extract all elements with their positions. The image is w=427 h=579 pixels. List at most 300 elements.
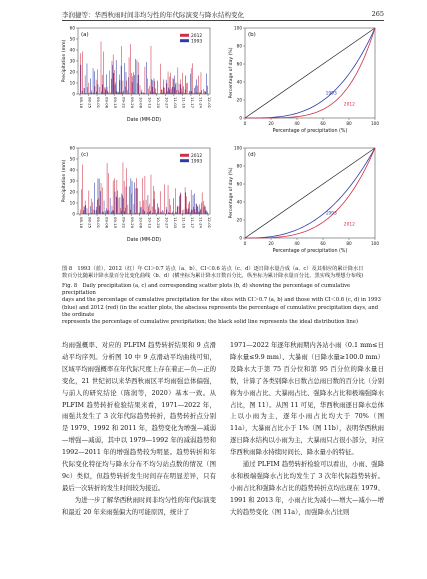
bar-1993 <box>90 78 91 94</box>
x-tick-label: 08-18 <box>79 97 84 109</box>
x-tick-label: 09-08 <box>104 97 110 109</box>
y-tick-label: 30 <box>69 178 75 184</box>
bar-2012 <box>85 200 86 214</box>
bar-1993 <box>110 198 111 214</box>
y-tick-label: 60 <box>69 145 75 151</box>
bar-1993 <box>87 208 88 214</box>
bar-2012 <box>203 201 204 214</box>
bar-1993 <box>168 212 169 214</box>
bar-2012 <box>102 187 103 214</box>
bar-2012 <box>158 207 159 214</box>
bar-1993 <box>161 89 162 94</box>
bar-1993 <box>163 79 164 94</box>
bar-1993 <box>160 212 161 214</box>
bar-2012 <box>190 92 191 94</box>
bar-2012 <box>167 210 168 214</box>
x-axis-label: Date (MM-DD) <box>126 238 162 243</box>
y-axis-label: Percentage of day (%) <box>229 47 234 99</box>
bar-2012 <box>154 191 155 214</box>
bar-2012 <box>123 81 124 94</box>
bar-1993 <box>153 213 154 214</box>
bar-1993 <box>127 90 128 94</box>
bar-2012 <box>101 183 102 214</box>
bar-1993 <box>81 65 82 94</box>
legend-swatch-2012 <box>180 34 189 37</box>
bar-2012 <box>204 91 205 94</box>
bar-2012 <box>178 67 179 94</box>
x-tick-label: 10-20 <box>155 97 161 109</box>
bar-1993 <box>98 178 99 214</box>
bar-2012 <box>132 76 133 94</box>
bar-2012 <box>145 176 146 214</box>
bar-2012 <box>102 75 103 94</box>
bar-1993 <box>167 91 168 94</box>
bar-2012 <box>198 76 199 94</box>
bar-1993 <box>144 93 145 94</box>
panel-label: (b) <box>248 32 256 38</box>
x-tick-label: 11-24 <box>198 97 204 109</box>
bar-2012 <box>173 78 174 94</box>
bar-1993 <box>149 212 150 214</box>
bar-1993 <box>134 75 135 94</box>
bar-1993 <box>118 213 119 214</box>
bar-2012 <box>176 212 177 214</box>
bar-2012 <box>107 87 108 94</box>
bar-1993 <box>104 93 105 94</box>
body-paragraph: 为进一步了解华西秋雨时间非均匀性的年代际演变和最近 20 年来雨强偏大的可能原因，统计了 <box>62 495 216 516</box>
bar-1993 <box>137 188 138 214</box>
bar-1993 <box>171 213 172 214</box>
bar-2012 <box>207 213 208 214</box>
bar-2012 <box>153 186 154 214</box>
bar-2012 <box>140 201 141 214</box>
bar-1993 <box>122 92 123 94</box>
y-axis-label: Precipitation (mm) <box>62 159 67 203</box>
bar-1993 <box>185 75 186 94</box>
y-tick-label: 80 <box>236 43 242 49</box>
bar-1993 <box>190 74 191 94</box>
bar-1993 <box>118 92 119 94</box>
bar-1993 <box>206 210 207 214</box>
bar-1993 <box>142 90 143 94</box>
bar-1993 <box>177 207 178 214</box>
bar-1993 <box>179 196 180 214</box>
x-tick-label: 11-17 <box>189 97 195 109</box>
bar-2012 <box>196 204 197 214</box>
legend-label-2012: 2012 <box>191 154 203 159</box>
y-tick-label: 50 <box>69 156 75 162</box>
bar-2012 <box>121 193 122 214</box>
bar-2012 <box>153 92 154 94</box>
bar-1993 <box>85 93 86 94</box>
bar-2012 <box>124 181 125 214</box>
bar-1993 <box>135 213 136 214</box>
bar-2012 <box>80 53 81 94</box>
bar-1993 <box>83 210 84 214</box>
legend-swatch-1993 <box>180 39 189 42</box>
bar-2012 <box>187 211 188 214</box>
bar-1993 <box>187 209 188 214</box>
bar-1993 <box>192 210 193 214</box>
bar-2012 <box>95 86 96 94</box>
x-tick-label: 11-24 <box>198 217 204 229</box>
bar-2012 <box>82 52 83 94</box>
x-tick-label: 80 <box>346 121 352 126</box>
bar-2012 <box>174 213 175 214</box>
x-tick-label: 40 <box>294 241 300 246</box>
bar-2012 <box>174 87 175 94</box>
bar-2012 <box>206 211 207 214</box>
x-tick-label: 40 <box>294 121 300 126</box>
bar-2012 <box>197 86 198 94</box>
bar-2012 <box>91 199 92 214</box>
bar-2012 <box>188 204 189 214</box>
curve-label-2012: 2012 <box>343 222 355 228</box>
bar-1993 <box>195 86 196 94</box>
legend-swatch-1993 <box>180 159 189 162</box>
bar-2012 <box>106 87 107 94</box>
bar-1993 <box>150 211 151 214</box>
bar-1993 <box>144 211 145 214</box>
bar-1993 <box>173 198 174 214</box>
bar-2012 <box>80 210 81 214</box>
bar-1993 <box>184 93 185 94</box>
x-tick-label: 12-01 <box>207 97 212 109</box>
bar-2012 <box>126 81 127 94</box>
bar-2012 <box>160 191 161 214</box>
bar-1993 <box>205 91 206 94</box>
bar-2012 <box>163 87 164 94</box>
bar-2012 <box>201 72 202 94</box>
bar-2012 <box>126 168 127 214</box>
y-tick-label: 80 <box>236 163 242 169</box>
bar-1993 <box>117 92 118 94</box>
bar-1993 <box>103 212 104 214</box>
bar-2012 <box>109 70 110 94</box>
bar-2012 <box>103 212 104 214</box>
bar-2012 <box>164 88 165 94</box>
bar-1993 <box>137 60 138 94</box>
bar-2012 <box>91 90 92 94</box>
bar-1993 <box>183 86 184 94</box>
y-axis-label: Precipitation (mm) <box>62 39 67 83</box>
x-tick-label: 09-01 <box>96 97 102 109</box>
bar-1993 <box>112 210 113 214</box>
bar-2012 <box>121 46 122 94</box>
bar-1993 <box>94 71 95 94</box>
bar-1993 <box>111 212 112 214</box>
bar-2012 <box>82 165 83 214</box>
bar-1993 <box>99 179 100 214</box>
bar-2012 <box>179 84 180 94</box>
bar-1993 <box>170 213 171 214</box>
body-paragraph: 均雨强概率、对应的 PLFIM 趋势转折结果和 9 点滑动平均序列。分析图 10 中 9 点滑动平均曲线可知，区域平均雨强概率在年代际尺度上存在着正—负—正的变化，21 世纪初以来华西秋雨区平均雨强总体偏强，与前人的研究结论（陈润等，2020）基本一致。从 PLFIM 趋势转折检验结果来看，1971—2022 年，雨强共发生了 3 次年代际趋势转折，趋势转折点分别是 1979、1992 和 2011 年，趋势变化为增强—减弱—增强—减弱，其中以 1979—1992 年的减弱趋势和 1992—2011 年的增强趋势较为明显。趋势转折和年代际变化特征均与降水分布不均匀站点数的情况（图 9c）类似，但趋势转折发生时间存在明显差异，只有最后一次转折的发生时间较为接近。 <box>62 341 216 492</box>
legend-label-2012: 2012 <box>191 34 203 39</box>
bar-1993 <box>185 192 186 214</box>
x-tick-label: 11-03 <box>172 97 178 109</box>
bar-1993 <box>156 93 157 94</box>
bar-1993 <box>129 93 130 94</box>
bar-1993 <box>109 210 110 214</box>
bar-2012 <box>137 83 138 94</box>
bar-2012 <box>186 83 187 94</box>
bar-1993 <box>207 212 208 214</box>
x-axis-label: Percentage of precipitation (%) <box>272 249 348 254</box>
bar-2012 <box>180 80 181 94</box>
x-tick-label: 10-06 <box>138 217 144 229</box>
bar-1993 <box>104 201 105 214</box>
bar-2012 <box>114 178 115 214</box>
bar-2012 <box>118 93 119 94</box>
bar-2012 <box>100 87 101 94</box>
bar-2012 <box>185 89 186 94</box>
bar-1993 <box>199 212 200 214</box>
bar-1993 <box>132 82 133 94</box>
x-tick-label: 0 <box>243 241 247 246</box>
bar-1993 <box>192 91 193 94</box>
bar-2012 <box>108 92 109 94</box>
bar-2012 <box>86 213 87 214</box>
y-tick-label: 40 <box>236 79 242 85</box>
bar-2012 <box>169 199 170 214</box>
bar-1993 <box>166 80 167 94</box>
bar-1993 <box>195 212 196 214</box>
bar-1993 <box>205 206 206 214</box>
bar-1993 <box>121 66 122 94</box>
bar-1993 <box>90 206 91 214</box>
bar-1993 <box>107 91 108 94</box>
bar-2012 <box>97 200 98 214</box>
ideal-distribution-line <box>245 148 375 238</box>
x-tick-label: 10-13 <box>147 97 153 109</box>
bar-1993 <box>116 60 117 94</box>
body-right-column <box>230 340 384 519</box>
bar-2012 <box>103 52 104 94</box>
bar-2012 <box>112 61 113 94</box>
bar-2012 <box>152 207 153 214</box>
bar-1993 <box>114 211 115 214</box>
bar-2012 <box>120 92 121 94</box>
bar-1993 <box>151 79 152 94</box>
bar-1993 <box>200 210 201 214</box>
x-tick-label: 100 <box>371 241 379 246</box>
curve-label-1993: 1993 <box>325 211 337 217</box>
bar-1993 <box>176 212 177 214</box>
bar-1993 <box>189 91 190 94</box>
bar-2012 <box>89 191 90 214</box>
bar-1993 <box>182 92 183 94</box>
legend-label-1993: 1993 <box>191 39 203 45</box>
bar-2012 <box>184 209 185 214</box>
bar-2012 <box>168 71 169 94</box>
bar-2012 <box>104 87 105 94</box>
bar-2012 <box>120 208 121 214</box>
bar-1993 <box>181 84 182 94</box>
bar-2012 <box>202 192 203 214</box>
legend-label-1993: 1993 <box>191 159 203 165</box>
bar-1993 <box>129 186 130 214</box>
panel-a-bar-chart <box>61 26 212 123</box>
bar-1993 <box>157 81 158 94</box>
bar-1993 <box>123 198 124 214</box>
bar-1993 <box>206 73 207 94</box>
bar-1993 <box>155 88 156 94</box>
bar-2012 <box>107 163 108 214</box>
bar-1993 <box>194 88 195 94</box>
bar-2012 <box>145 67 146 94</box>
bar-1993 <box>193 195 194 214</box>
x-tick-label: 09-15 <box>113 217 119 229</box>
bar-1993 <box>106 74 107 94</box>
bar-2012 <box>134 93 135 94</box>
bar-1993 <box>190 212 191 214</box>
bar-2012 <box>117 180 118 214</box>
panel-label: (c) <box>81 152 89 158</box>
bar-1993 <box>84 88 85 94</box>
bar-1993 <box>89 93 90 94</box>
y-tick-label: 30 <box>69 58 75 64</box>
panel-b-curve-chart <box>228 26 379 134</box>
bar-2012 <box>186 196 187 214</box>
x-tick-label: 08-25 <box>87 217 93 229</box>
bar-1993 <box>101 91 102 94</box>
panel-d-curve-chart <box>228 146 379 254</box>
x-tick-label: 11-10 <box>181 97 187 109</box>
bar-1993 <box>168 88 169 94</box>
bar-1993 <box>117 191 118 214</box>
bar-2012 <box>125 208 126 214</box>
bar-1993 <box>115 192 116 214</box>
bar-1993 <box>115 85 116 94</box>
bar-2012 <box>185 187 186 214</box>
bar-2012 <box>160 64 161 94</box>
bar-1993 <box>98 84 99 94</box>
bar-2012 <box>192 210 193 214</box>
body-left-column <box>62 340 216 519</box>
bar-1993 <box>193 93 194 94</box>
bar-2012 <box>182 73 183 94</box>
bar-1993 <box>92 213 93 214</box>
bar-1993 <box>173 79 174 94</box>
y-tick-label: 40 <box>69 47 75 53</box>
x-tick-label: 09-15 <box>113 97 119 109</box>
bar-1993 <box>174 75 175 94</box>
y-tick-label: 50 <box>69 36 75 42</box>
bar-2012 <box>140 85 141 94</box>
x-tick-label: 0 <box>243 121 247 126</box>
bar-1993 <box>100 191 101 214</box>
bar-1993 <box>162 93 163 94</box>
bar-1993 <box>135 59 136 94</box>
bar-2012 <box>134 204 135 214</box>
bar-1993 <box>189 201 190 214</box>
figure-caption-english <box>62 283 384 326</box>
legend-swatch-2012 <box>180 154 189 157</box>
bar-1993 <box>171 92 172 94</box>
x-tick-label: 20 <box>268 121 274 126</box>
y-tick-label: 100 <box>234 25 242 31</box>
bar-1993 <box>201 90 202 94</box>
bar-2012 <box>191 68 192 94</box>
x-tick-label: 20 <box>268 241 274 246</box>
bar-1993 <box>188 209 189 214</box>
bar-2012 <box>157 212 158 214</box>
panel-label: (d) <box>248 152 256 158</box>
y-tick-label: 0 <box>72 211 75 217</box>
panel-label: (a) <box>81 32 89 38</box>
bar-1993 <box>140 207 141 214</box>
bar-1993 <box>134 182 135 214</box>
x-axis-label: Percentage of precipitation (%) <box>272 129 348 134</box>
bar-1993 <box>198 93 199 94</box>
bar-1993 <box>170 77 171 94</box>
x-tick-label: 100 <box>371 121 379 126</box>
bar-1993 <box>200 92 201 94</box>
bar-2012 <box>141 92 142 94</box>
bar-2012 <box>196 92 197 94</box>
bar-2012 <box>119 74 120 94</box>
bar-2012 <box>87 87 88 94</box>
bar-1993 <box>103 85 104 94</box>
bar-2012 <box>115 82 116 94</box>
x-tick-label: 09-29 <box>130 217 136 229</box>
bar-1993 <box>172 87 173 94</box>
bar-1993 <box>111 79 112 94</box>
x-tick-label: 11-17 <box>189 217 195 229</box>
y-tick-label: 10 <box>69 200 75 206</box>
bar-1993 <box>93 68 94 94</box>
x-tick-label: 12-01 <box>207 217 212 229</box>
bar-1993 <box>114 73 115 94</box>
bar-1993 <box>201 203 202 214</box>
bar-1993 <box>146 62 147 94</box>
bar-1993 <box>194 193 195 214</box>
bar-2012 <box>130 210 131 214</box>
bar-1993 <box>178 90 179 94</box>
bar-2012 <box>147 78 148 94</box>
bar-1993 <box>105 211 106 214</box>
bar-2012 <box>201 209 202 214</box>
y-tick-label: 0 <box>72 91 75 97</box>
bar-1993 <box>84 207 85 214</box>
bar-1993 <box>123 91 124 94</box>
bar-1993 <box>96 207 97 214</box>
bar-1993 <box>120 80 121 94</box>
bar-1993 <box>124 63 125 94</box>
x-tick-label: 09-01 <box>96 217 102 229</box>
bar-1993 <box>138 75 139 94</box>
bar-1993 <box>204 207 205 214</box>
bar-2012 <box>203 89 204 94</box>
bar-1993 <box>92 92 93 94</box>
bar-2012 <box>118 198 119 214</box>
bar-2012 <box>147 212 148 214</box>
bar-2012 <box>197 206 198 214</box>
bar-1993 <box>154 78 155 94</box>
running-header-title: 李润捷等：华西秋雨时间非均匀性的年代际演变与降水结构变化 <box>62 11 244 19</box>
x-tick-label: 10-27 <box>164 97 170 109</box>
y-tick-label: 60 <box>236 181 242 187</box>
y-tick-label: 20 <box>236 217 242 223</box>
y-tick-label: 20 <box>69 69 75 75</box>
bar-2012 <box>148 89 149 94</box>
caption-cn-line: 数百分比随累计降水量百分比变化曲线（b、d）(横坐标为累计降水日数百分比，纵坐标为累计降水量百分比，黑实线为理想分布线) <box>62 273 364 280</box>
bar-2012 <box>137 188 138 214</box>
bar-1993 <box>105 90 106 94</box>
bar-1993 <box>89 213 90 214</box>
bar-2012 <box>100 206 101 214</box>
bar-1993 <box>131 178 132 214</box>
